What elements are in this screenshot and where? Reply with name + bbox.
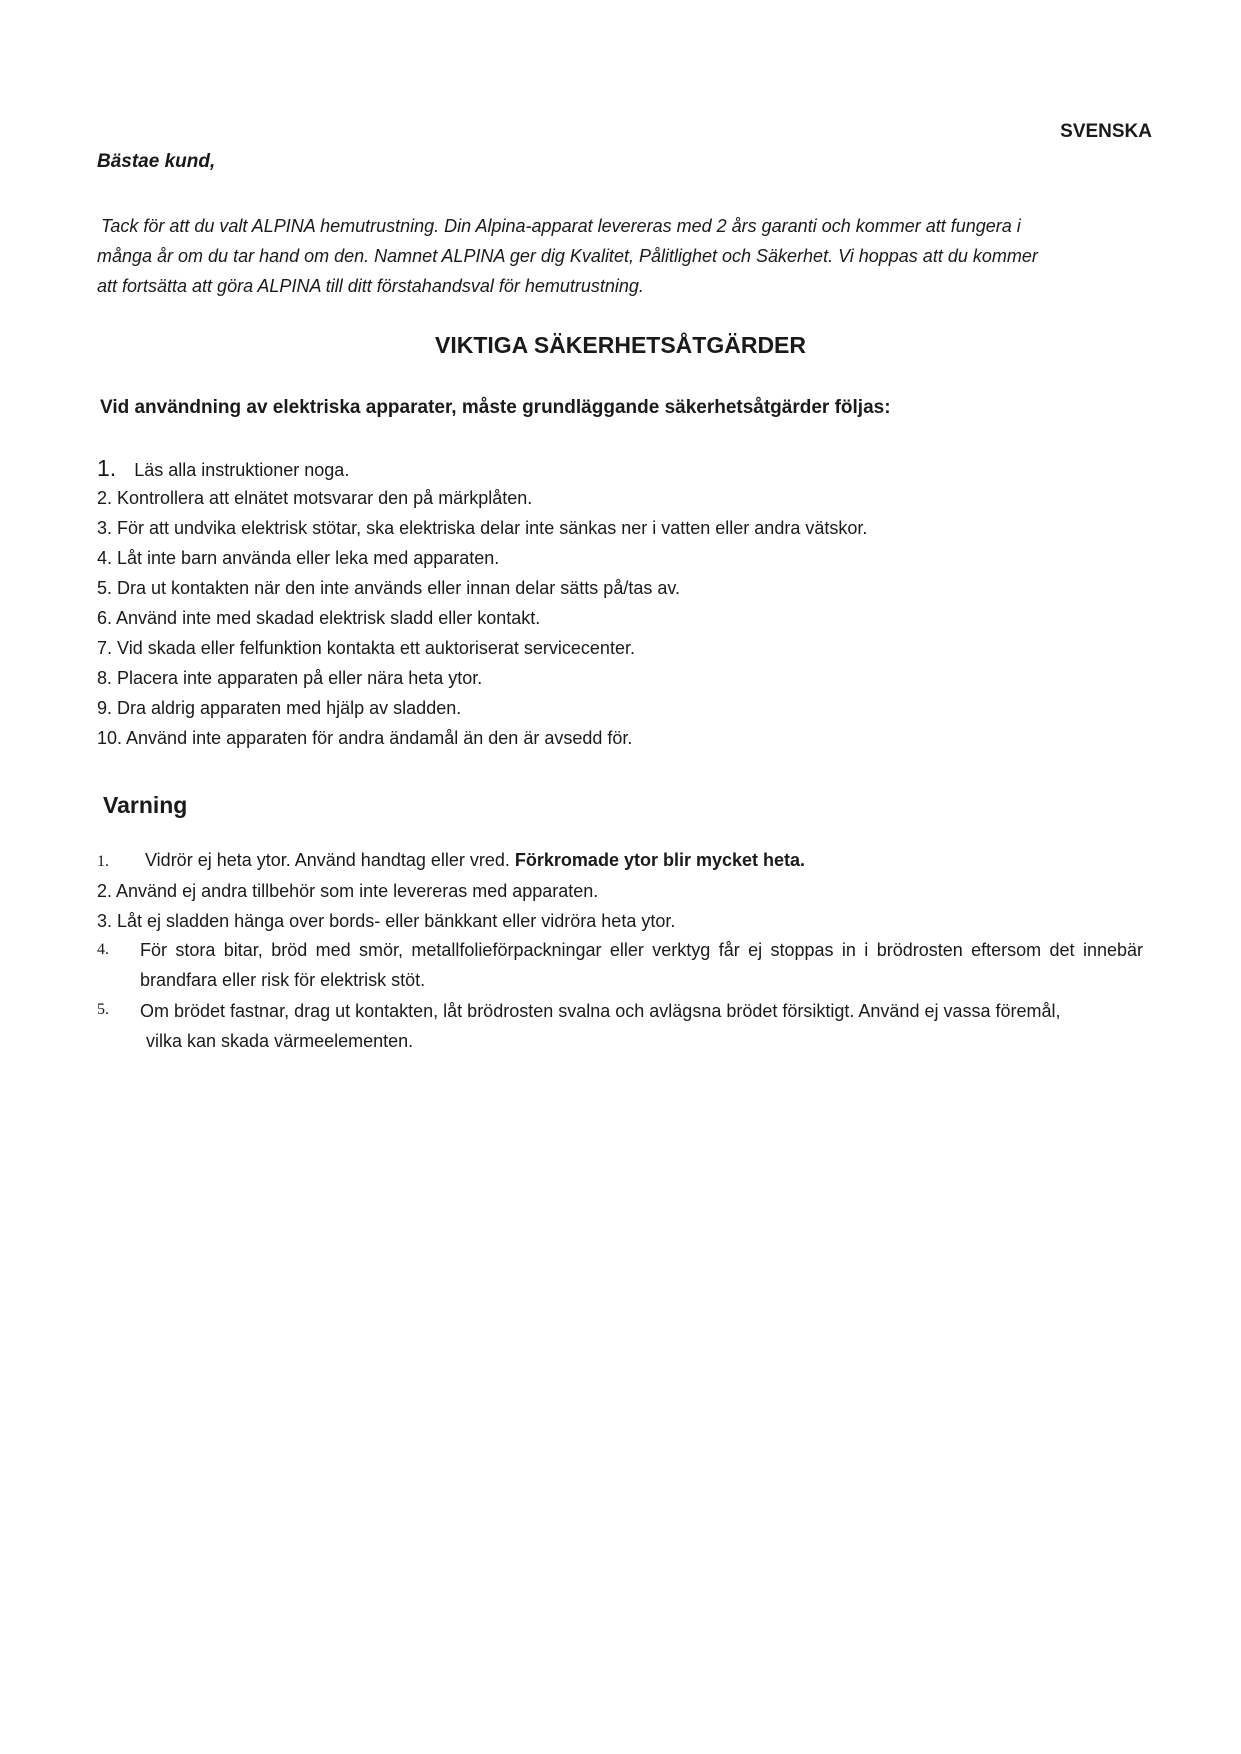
list-item-text: Om brödet fastnar, drag ut kontakten, låt brödrosten svalna och avlägsna brödet försiktigt. Använd ej vassa föremål, [140, 1001, 1061, 1021]
list-item: 2. Använd ej andra tillbehör som inte levereras med apparaten. [97, 881, 599, 901]
list-item-number: 5. [97, 1001, 109, 1018]
list-item: 10. Använd inte apparaten för andra ändamål än den är avsedd för. [97, 728, 633, 748]
greeting: Bästae kund, [97, 151, 216, 172]
list-item: 2. Kontrollera att elnätet motsvarar den på märkplåten. [97, 488, 533, 508]
list-item [97, 455, 349, 482]
list-item: 6. Använd inte med skadad elektrisk sladd eller kontakt. [97, 608, 541, 628]
intro-line: Tack för att du valt ALPINA hemutrustning. Din Alpina-apparat levereras med 2 års garanti och kommer att fungera i [101, 216, 1021, 236]
list-item: 7. Vid skada eller felfunktion kontakta ett auktoriserat servicecenter. [97, 638, 635, 658]
list-item: 3. Låt ej sladden hänga over bords- eller bänkkant eller vidröra heta ytor. [97, 911, 676, 931]
list-item-number: 1. [97, 455, 117, 481]
safety-title: VIKTIGA SÄKERHETSÅTGÄRDER [435, 332, 806, 358]
list-item: 4. Låt inte barn använda eller leka med apparaten. [97, 548, 500, 568]
intro-paragraph [97, 211, 1147, 301]
intro-line: många år om du tar hand om den. Namnet ALPINA ger dig Kvalitet, Pålitlighet och Säkerhet. Vi hoppas att du kommer [97, 246, 1038, 266]
list-item-number: 4. [97, 941, 109, 958]
list-item-text: Läs alla instruktioner noga. [134, 460, 350, 480]
list-item-text: För stora bitar, bröd med smör, metallfolieförpackningar eller verktyg får ej stoppas in i brödrosten eftersom det innebär brandfara eller risk för elektrisk stöt. [140, 940, 1143, 990]
intro-line: att fortsätta att göra ALPINA till ditt förstahandsval för hemutrustning. [97, 276, 644, 296]
list-item: 8. Placera inte apparaten på eller nära heta ytor. [97, 668, 483, 688]
safety-subtitle: Vid användning av elektriska apparater, måste grundläggande säkerhetsåtgärder följas: [100, 397, 891, 418]
list-item: 3. För att undvika elektrisk stötar, ska elektriska delar inte sänkas ner i vatten eller andra vätskor. [97, 518, 868, 538]
list-item: 5. Dra ut kontakten när den inte används eller innan delar sätts på/tas av. [97, 578, 681, 598]
language-label: SVENSKA [1060, 121, 1152, 142]
list-item-text: vilka kan skada värmeelementen. [146, 1031, 414, 1051]
list-item-number: 1. [97, 853, 109, 870]
list-item-bold-text: Förkromade ytor blir mycket heta. [514, 850, 806, 870]
warning-title: Varning [103, 792, 188, 818]
list-item-text: Vidrör ej heta ytor. Använd handtag eller vred. [145, 850, 510, 870]
list-item [97, 850, 805, 871]
list-item: 9. Dra aldrig apparaten med hjälp av sladden. [97, 698, 462, 718]
